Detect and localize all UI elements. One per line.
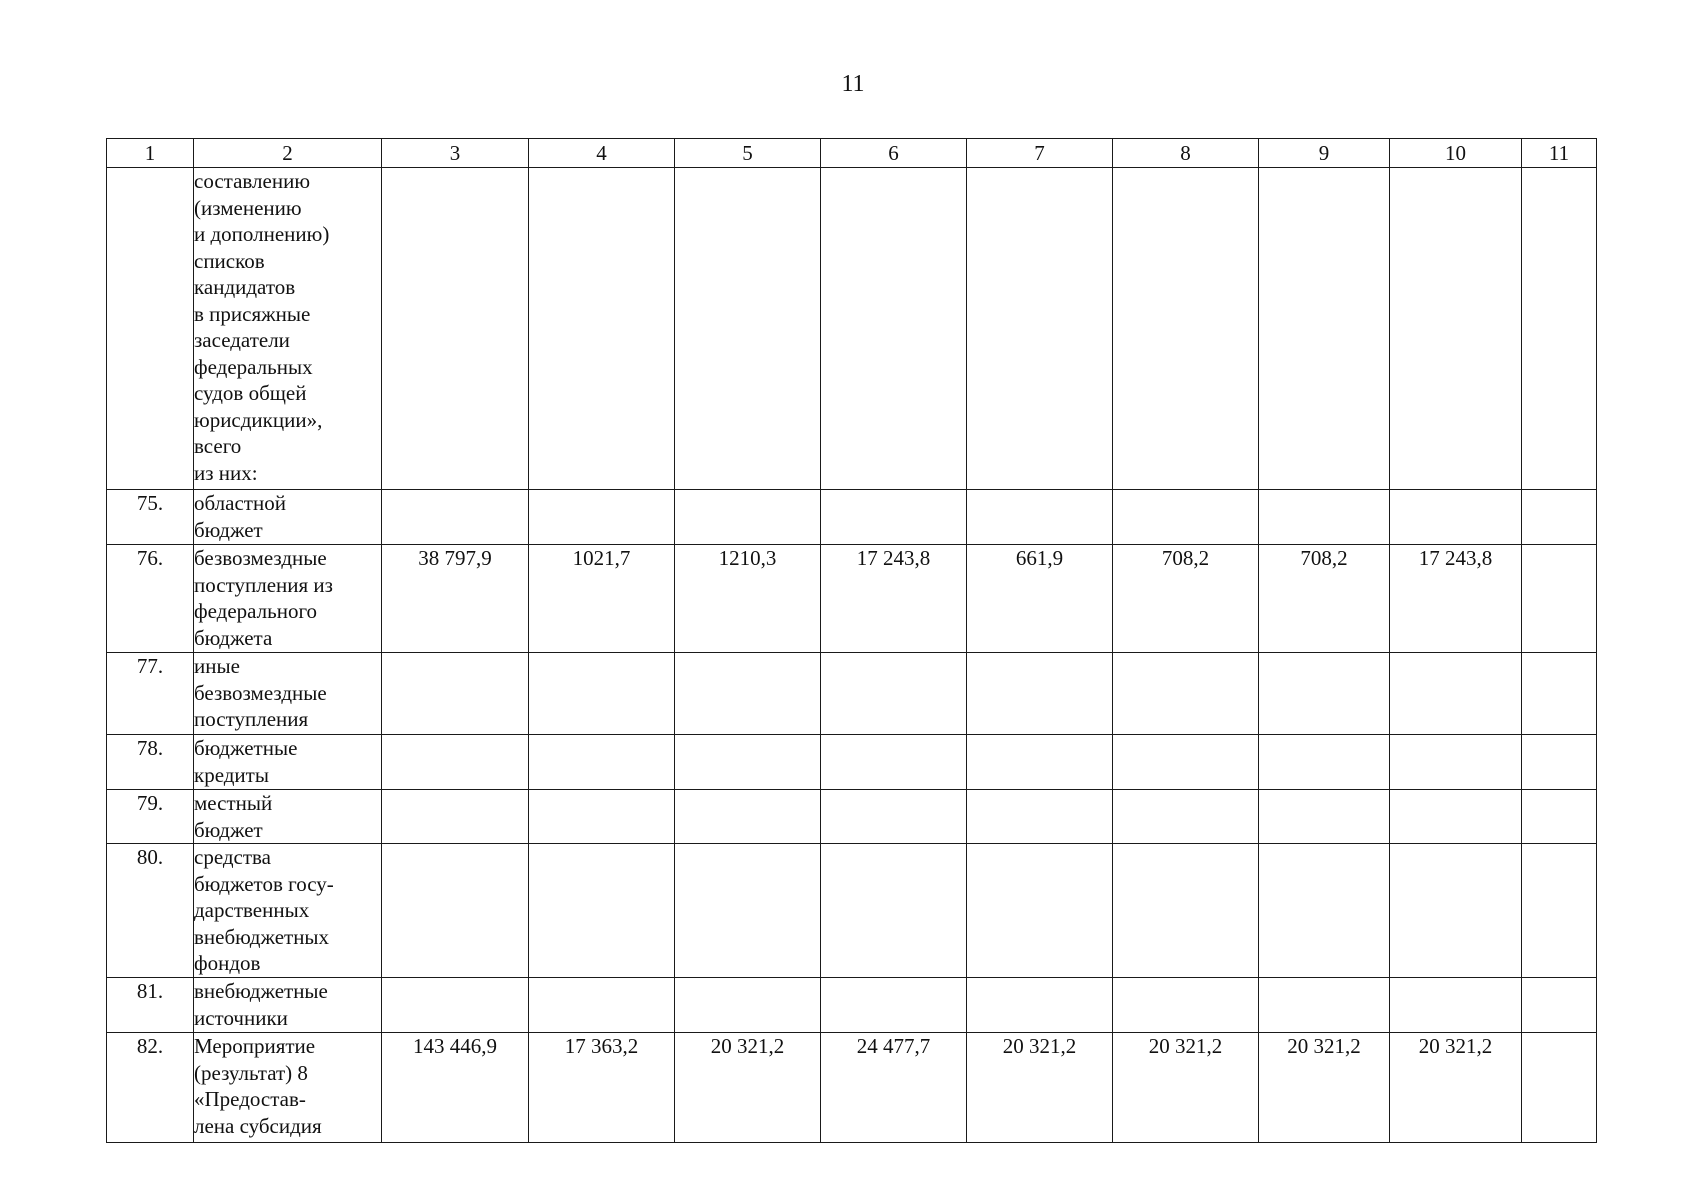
- value-cell: [1259, 790, 1390, 844]
- value-cell: 20 321,2: [675, 1033, 821, 1143]
- row-number: 75.: [107, 490, 194, 545]
- value-cell: [382, 735, 529, 790]
- value-cell: [529, 168, 675, 490]
- column-header: 11: [1522, 139, 1597, 168]
- row-description: средства бюджетов госу- дарственных внебюджетных фондов: [194, 844, 382, 978]
- value-cell: [1113, 168, 1259, 490]
- value-cell: 20 321,2: [1259, 1033, 1390, 1143]
- value-cell: [1522, 790, 1597, 844]
- value-cell: [1522, 545, 1597, 653]
- value-cell: [821, 490, 967, 545]
- value-cell: 38 797,9: [382, 545, 529, 653]
- value-cell: [821, 653, 967, 735]
- value-cell: [529, 490, 675, 545]
- value-cell: [529, 790, 675, 844]
- row-number: 78.: [107, 735, 194, 790]
- value-cell: [1259, 168, 1390, 490]
- table-row: [107, 168, 1597, 490]
- value-cell: [1390, 653, 1522, 735]
- value-cell: [1390, 168, 1522, 490]
- value-cell: [967, 735, 1113, 790]
- value-cell: [529, 844, 675, 978]
- value-cell: 20 321,2: [1113, 1033, 1259, 1143]
- row-number: 82.: [107, 1033, 194, 1143]
- value-cell: [1522, 978, 1597, 1033]
- table-row: [107, 490, 1597, 545]
- value-cell: [967, 844, 1113, 978]
- table-row: [107, 653, 1597, 735]
- value-cell: 1210,3: [675, 545, 821, 653]
- value-cell: [382, 168, 529, 490]
- column-header: 1: [107, 139, 194, 168]
- column-header: 7: [967, 139, 1113, 168]
- value-cell: [675, 168, 821, 490]
- value-cell: [1259, 490, 1390, 545]
- row-description: иные безвозмездные поступления: [194, 653, 382, 735]
- value-cell: [529, 653, 675, 735]
- value-cell: [1390, 844, 1522, 978]
- value-cell: [1390, 735, 1522, 790]
- value-cell: [675, 653, 821, 735]
- row-number: [107, 168, 194, 490]
- table-row: [107, 790, 1597, 844]
- value-cell: [675, 735, 821, 790]
- value-cell: 24 477,7: [821, 1033, 967, 1143]
- value-cell: [675, 844, 821, 978]
- value-cell: [1113, 653, 1259, 735]
- value-cell: [821, 735, 967, 790]
- table-row: [107, 1033, 1597, 1143]
- value-cell: [1522, 1033, 1597, 1143]
- value-cell: [1113, 790, 1259, 844]
- row-description: внебюджетные источники: [194, 978, 382, 1033]
- value-cell: 17 243,8: [1390, 545, 1522, 653]
- value-cell: 143 446,9: [382, 1033, 529, 1143]
- value-cell: [1259, 978, 1390, 1033]
- column-header: 5: [675, 139, 821, 168]
- value-cell: [382, 844, 529, 978]
- row-number: 76.: [107, 545, 194, 653]
- value-cell: [529, 735, 675, 790]
- value-cell: [1259, 844, 1390, 978]
- table-row: [107, 735, 1597, 790]
- value-cell: [529, 978, 675, 1033]
- value-cell: 708,2: [1113, 545, 1259, 653]
- value-cell: [1113, 490, 1259, 545]
- value-cell: 20 321,2: [1390, 1033, 1522, 1143]
- row-number: 79.: [107, 790, 194, 844]
- value-cell: [821, 790, 967, 844]
- value-cell: [382, 790, 529, 844]
- value-cell: [967, 490, 1113, 545]
- value-cell: [382, 978, 529, 1033]
- value-cell: [675, 490, 821, 545]
- value-cell: [821, 168, 967, 490]
- value-cell: [1259, 653, 1390, 735]
- value-cell: [967, 168, 1113, 490]
- value-cell: 708,2: [1259, 545, 1390, 653]
- row-number: 77.: [107, 653, 194, 735]
- row-description: местный бюджет: [194, 790, 382, 844]
- value-cell: [1390, 490, 1522, 545]
- column-header: 9: [1259, 139, 1390, 168]
- budget-table: [106, 138, 1597, 1143]
- value-cell: [821, 978, 967, 1033]
- header-row: [107, 139, 1597, 168]
- value-cell: [1522, 735, 1597, 790]
- value-cell: [382, 490, 529, 545]
- row-number: 81.: [107, 978, 194, 1033]
- value-cell: 661,9: [967, 545, 1113, 653]
- column-header: 3: [382, 139, 529, 168]
- value-cell: [1113, 735, 1259, 790]
- table-row: [107, 545, 1597, 653]
- row-number: 80.: [107, 844, 194, 978]
- value-cell: [1259, 735, 1390, 790]
- table-row: [107, 844, 1597, 978]
- value-cell: [967, 978, 1113, 1033]
- value-cell: 17 363,2: [529, 1033, 675, 1143]
- column-header: 10: [1390, 139, 1522, 168]
- value-cell: 1021,7: [529, 545, 675, 653]
- value-cell: [1522, 490, 1597, 545]
- value-cell: [1113, 978, 1259, 1033]
- row-description: бюджетные кредиты: [194, 735, 382, 790]
- value-cell: [1390, 790, 1522, 844]
- column-header: 6: [821, 139, 967, 168]
- row-description: Мероприятие (результат) 8 «Предостав- лена субсидия: [194, 1033, 382, 1143]
- column-header: 2: [194, 139, 382, 168]
- value-cell: [1522, 844, 1597, 978]
- row-description: составлению (изменению и дополнению) списков кандидатов в присяжные заседатели федеральных судов общей юрисдикции», всего из них:: [194, 168, 382, 490]
- column-header: 8: [1113, 139, 1259, 168]
- table-row: [107, 978, 1597, 1033]
- row-description: областной бюджет: [194, 490, 382, 545]
- value-cell: [967, 790, 1113, 844]
- value-cell: [821, 844, 967, 978]
- value-cell: [382, 653, 529, 735]
- column-header: 4: [529, 139, 675, 168]
- value-cell: [1113, 844, 1259, 978]
- page-number: 11: [841, 71, 865, 97]
- row-description: безвозмездные поступления из федерального бюджета: [194, 545, 382, 653]
- value-cell: [967, 653, 1113, 735]
- value-cell: [1390, 978, 1522, 1033]
- value-cell: 17 243,8: [821, 545, 967, 653]
- value-cell: 20 321,2: [967, 1033, 1113, 1143]
- value-cell: [1522, 168, 1597, 490]
- value-cell: [675, 978, 821, 1033]
- value-cell: [1522, 653, 1597, 735]
- value-cell: [675, 790, 821, 844]
